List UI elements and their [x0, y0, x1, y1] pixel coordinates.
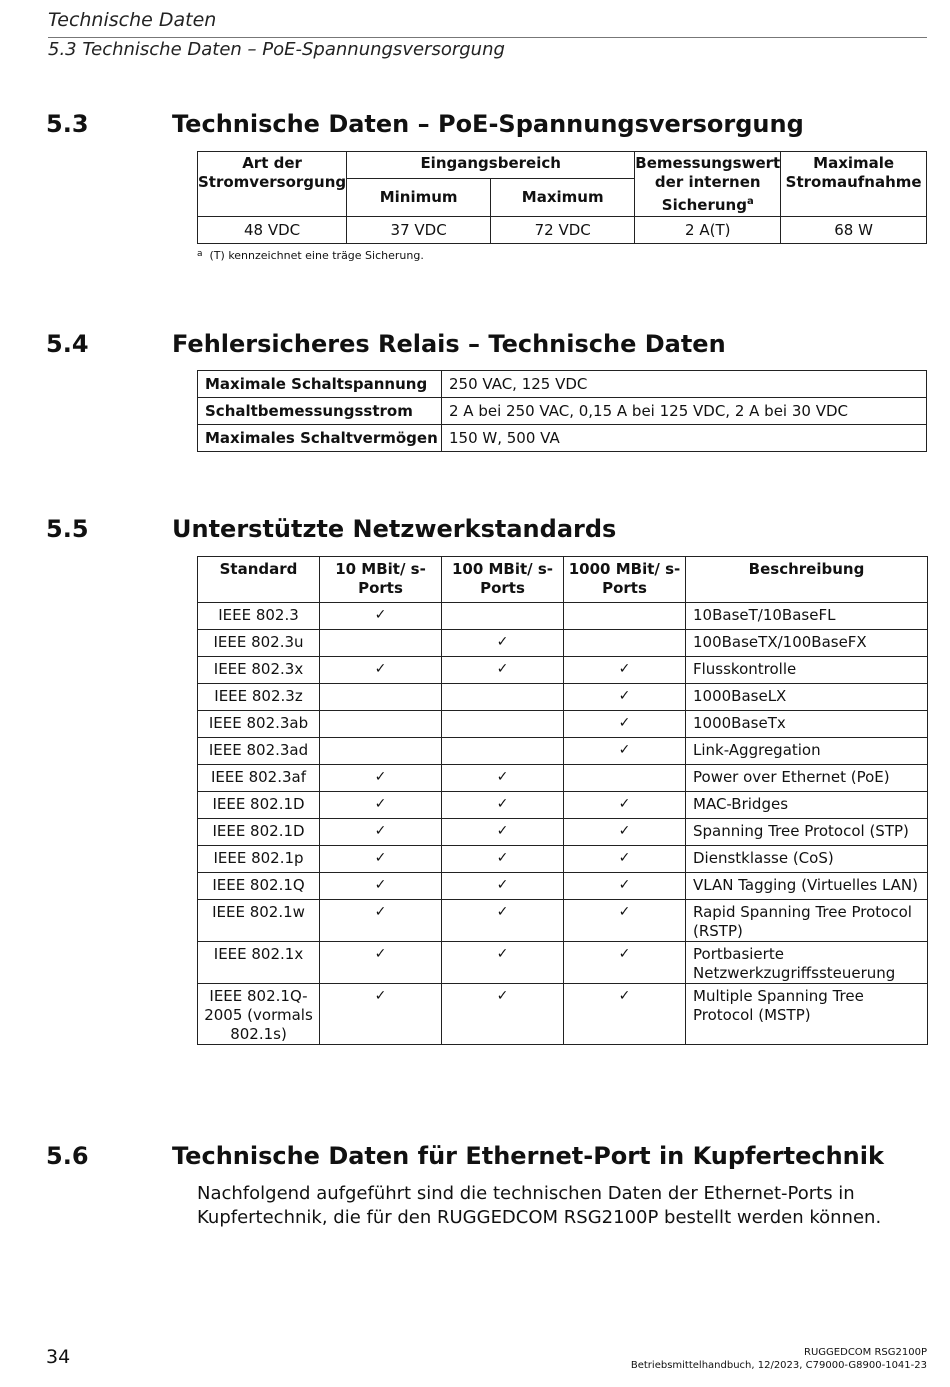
cell-value: 250 VAC, 125 VDC	[442, 371, 927, 398]
header-bemessungswert	[635, 152, 781, 217]
section-title: Technische Daten für Ethernet-Port in Kupfertechnik	[172, 1142, 884, 1170]
cell-c100	[442, 657, 564, 684]
table-row	[198, 425, 927, 452]
checkmark-icon: ✓	[496, 769, 509, 785]
cell-c1000	[564, 738, 686, 765]
checkmark-icon: ✓	[374, 904, 387, 920]
checkmark-icon: ✓	[496, 904, 509, 920]
cell-c100	[442, 984, 564, 1045]
cell-standard: IEEE 802.3z	[198, 684, 320, 711]
checkmark-icon: ✓	[374, 988, 387, 1004]
header-1000mbit: 1000 MBit/ s-Ports	[564, 557, 686, 603]
cell-c100	[442, 765, 564, 792]
checkmark-icon: ✓	[374, 661, 387, 677]
cell-c100	[442, 819, 564, 846]
checkmark-icon: ✓	[618, 823, 631, 839]
table-row	[198, 684, 928, 711]
cell-maximum: 72 VDC	[491, 217, 635, 244]
poe-power-table	[197, 151, 927, 244]
header-art: Art der Stromversorgung	[198, 152, 347, 217]
table-row	[198, 873, 928, 900]
cell-c1000	[564, 900, 686, 942]
table-row	[198, 819, 928, 846]
header-minimum: Minimum	[347, 179, 491, 217]
cell-c1000	[564, 984, 686, 1045]
cell-c1000	[564, 873, 686, 900]
table-row	[198, 792, 928, 819]
table-row	[198, 984, 928, 1045]
cell-c10	[320, 684, 442, 711]
cell-description: Flusskontrolle	[686, 657, 928, 684]
cell-c1000	[564, 792, 686, 819]
cell-description: 10BaseT/10BaseFL	[686, 603, 928, 630]
header-10mbit: 10 MBit/ s-Ports	[320, 557, 442, 603]
cell-standard: IEEE 802.1x	[198, 942, 320, 984]
cell-description: VLAN Tagging (Virtuelles LAN)	[686, 873, 928, 900]
checkmark-icon: ✓	[374, 850, 387, 866]
table-row	[198, 846, 928, 873]
cell-c10	[320, 846, 442, 873]
cell-minimum: 37 VDC	[347, 217, 491, 244]
cell-description: 100BaseTX/100BaseFX	[686, 630, 928, 657]
cell-c1000	[564, 711, 686, 738]
cell-c10	[320, 942, 442, 984]
network-standards-table	[197, 556, 928, 1045]
cell-c10	[320, 873, 442, 900]
checkmark-icon: ✓	[618, 796, 631, 812]
cell-c100	[442, 873, 564, 900]
table-row	[198, 900, 928, 942]
cell-c10	[320, 765, 442, 792]
cell-key: Maximale Schaltspannung	[198, 371, 442, 398]
cell-c10	[320, 603, 442, 630]
cell-standard: IEEE 802.3u	[198, 630, 320, 657]
section-title: Unterstützte Netzwerkstandards	[172, 515, 617, 543]
relay-table	[197, 370, 927, 452]
running-header-chapter: Technische Daten	[48, 9, 217, 31]
cell-description: Power over Ethernet (PoE)	[686, 765, 928, 792]
checkmark-icon: ✓	[374, 769, 387, 785]
checkmark-icon: ✓	[618, 742, 631, 758]
checkmark-icon: ✓	[496, 877, 509, 893]
footnote-text: (T) kennzeichnet eine träge Sicherung.	[209, 249, 424, 262]
cell-c100	[442, 630, 564, 657]
cell-c10	[320, 984, 442, 1045]
footer-product: RUGGEDCOM RSG2100P	[804, 1347, 927, 1358]
header-standard: Standard	[198, 557, 320, 603]
cell-description: Spanning Tree Protocol (STP)	[686, 819, 928, 846]
table-row	[198, 217, 927, 244]
cell-c10	[320, 900, 442, 942]
cell-c10	[320, 711, 442, 738]
cell-stromaufnahme: 68 W	[781, 217, 927, 244]
running-header-section: 5.3 Technische Daten – PoE-Spannungsversorgung	[48, 39, 505, 60]
cell-c10	[320, 630, 442, 657]
section-number: 5.5	[46, 515, 89, 543]
header-divider	[48, 37, 927, 38]
table-row	[198, 657, 928, 684]
table-row	[198, 765, 928, 792]
cell-c1000	[564, 846, 686, 873]
cell-sicherung: 2 A(T)	[635, 217, 781, 244]
cell-standard: IEEE 802.3af	[198, 765, 320, 792]
cell-c1000	[564, 603, 686, 630]
cell-standard: IEEE 802.1w	[198, 900, 320, 942]
cell-description: 1000BaseLX	[686, 684, 928, 711]
table-row	[198, 711, 928, 738]
cell-key: Schaltbemessungsstrom	[198, 398, 442, 425]
table-footnote	[197, 249, 424, 262]
checkmark-icon: ✓	[496, 850, 509, 866]
cell-c100	[442, 792, 564, 819]
cell-c100	[442, 684, 564, 711]
cell-standard: IEEE 802.1D	[198, 819, 320, 846]
cell-c100	[442, 711, 564, 738]
checkmark-icon: ✓	[496, 796, 509, 812]
cell-standard: IEEE 802.3	[198, 603, 320, 630]
table-row	[198, 603, 928, 630]
cell-description: MAC-Bridges	[686, 792, 928, 819]
checkmark-icon: ✓	[618, 904, 631, 920]
checkmark-icon: ✓	[618, 988, 631, 1004]
cell-standard: IEEE 802.3ad	[198, 738, 320, 765]
cell-description: Dienstklasse (CoS)	[686, 846, 928, 873]
checkmark-icon: ✓	[618, 877, 631, 893]
cell-c100	[442, 846, 564, 873]
cell-c100	[442, 738, 564, 765]
cell-standard: IEEE 802.3ab	[198, 711, 320, 738]
cell-c1000	[564, 684, 686, 711]
cell-c1000	[564, 765, 686, 792]
cell-c100	[442, 603, 564, 630]
cell-c10	[320, 819, 442, 846]
cell-standard: IEEE 802.1p	[198, 846, 320, 873]
cell-c1000	[564, 942, 686, 984]
cell-standard: IEEE 802.1Q-2005 (vormals 802.1s)	[198, 984, 320, 1045]
checkmark-icon: ✓	[374, 823, 387, 839]
checkmark-icon: ✓	[374, 877, 387, 893]
footnote-ref: a	[746, 196, 754, 207]
section-title: Fehlersicheres Relais – Technische Daten	[172, 330, 726, 358]
checkmark-icon: ✓	[618, 688, 631, 704]
cell-c1000	[564, 657, 686, 684]
checkmark-icon: ✓	[618, 715, 631, 731]
cell-c10	[320, 738, 442, 765]
checkmark-icon: ✓	[374, 796, 387, 812]
cell-description: Link-Aggregation	[686, 738, 928, 765]
section-number: 5.4	[46, 330, 89, 358]
section-number: 5.3	[46, 110, 89, 138]
header-beschreibung: Beschreibung	[686, 557, 928, 603]
checkmark-icon: ✓	[496, 661, 509, 677]
cell-c100	[442, 900, 564, 942]
checkmark-icon: ✓	[374, 607, 387, 623]
checkmark-icon: ✓	[496, 988, 509, 1004]
cell-c10	[320, 792, 442, 819]
cell-standard: IEEE 802.3x	[198, 657, 320, 684]
cell-description: 1000BaseTx	[686, 711, 928, 738]
cell-c100	[442, 942, 564, 984]
footer-document-id: Betriebsmittelhandbuch, 12/2023, C79000-G8900-1041-23	[630, 1360, 927, 1371]
cell-description: Rapid Spanning Tree Protocol (RSTP)	[686, 900, 928, 942]
table-row	[198, 371, 927, 398]
page-number: 34	[46, 1346, 71, 1368]
cell-c10	[320, 657, 442, 684]
cell-value: 2 A bei 250 VAC, 0,15 A bei 125 VDC, 2 A bei 30 VDC	[442, 398, 927, 425]
checkmark-icon: ✓	[618, 946, 631, 962]
section-number: 5.6	[46, 1142, 89, 1170]
checkmark-icon: ✓	[496, 946, 509, 962]
table-row	[198, 738, 928, 765]
section-title: Technische Daten – PoE-Spannungsversorgung	[172, 110, 804, 138]
cell-art: 48 VDC	[198, 217, 347, 244]
cell-key: Maximales Schaltvermögen	[198, 425, 442, 452]
section-paragraph: Nachfolgend aufgeführt sind die technischen Daten der Ethernet-Ports in Kupfertechnik, die für den RUGGEDCOM RSG2100P bestellt werden können.	[197, 1183, 882, 1228]
checkmark-icon: ✓	[496, 634, 509, 650]
header-bemessungswert-text: Bemessungswert der internen Sicherung	[635, 154, 781, 214]
table-row	[198, 398, 927, 425]
checkmark-icon: ✓	[374, 946, 387, 962]
cell-standard: IEEE 802.1D	[198, 792, 320, 819]
document-footer	[631, 1346, 927, 1372]
table-row	[198, 942, 928, 984]
header-maximum: Maximum	[491, 179, 635, 217]
checkmark-icon: ✓	[496, 823, 509, 839]
header-100mbit: 100 MBit/ s-Ports	[442, 557, 564, 603]
cell-c1000	[564, 819, 686, 846]
header-eingangsbereich: Eingangsbereich	[347, 152, 635, 179]
checkmark-icon: ✓	[618, 850, 631, 866]
cell-c1000	[564, 630, 686, 657]
cell-value: 150 W, 500 VA	[442, 425, 927, 452]
footnote-mark: a	[197, 249, 203, 259]
cell-standard: IEEE 802.1Q	[198, 873, 320, 900]
table-row	[198, 630, 928, 657]
cell-description: Multiple Spanning Tree Protocol (MSTP)	[686, 984, 928, 1045]
header-stromaufnahme: Maximale Stromaufnahme	[781, 152, 927, 217]
cell-description: Portbasierte Netzwerkzugriffssteuerung	[686, 942, 928, 984]
checkmark-icon: ✓	[618, 661, 631, 677]
